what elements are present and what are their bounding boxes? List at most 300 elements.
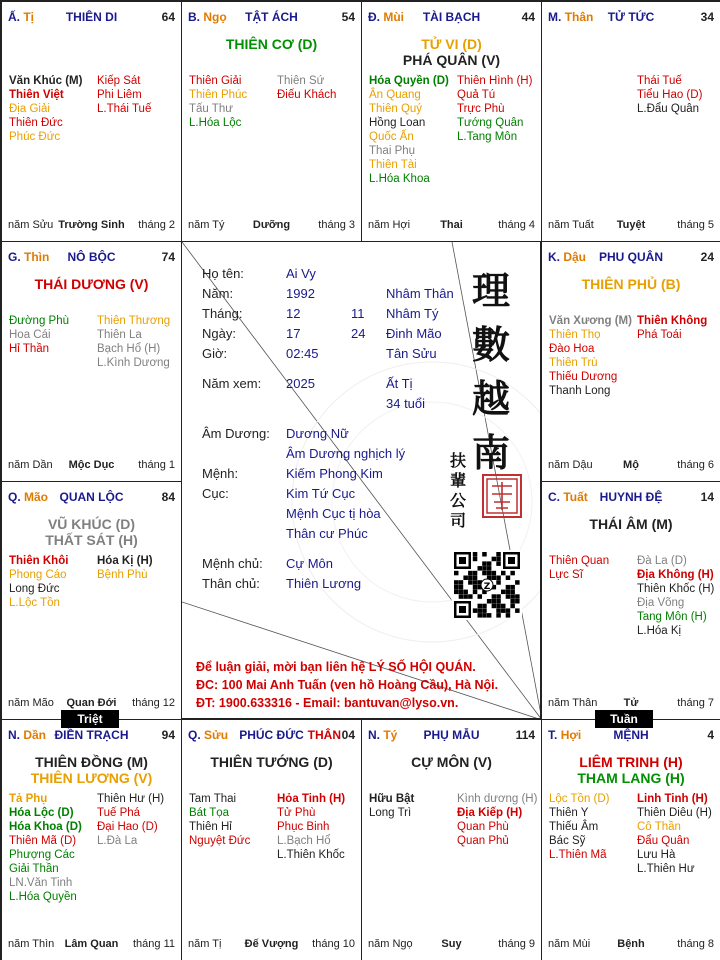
qr-pattern	[452, 550, 522, 620]
minor-star: Thiên Đức	[9, 117, 63, 129]
red-seal	[482, 474, 522, 518]
life-stage: Đế Vượng	[244, 938, 299, 950]
info-value: Mệnh Cục tị hòa	[286, 506, 381, 521]
minor-star: L.Tang Môn	[457, 131, 518, 143]
palace-cell-dau[interactable]	[541, 241, 720, 482]
palace-footer	[8, 219, 175, 233]
palace-month: tháng 5	[677, 219, 714, 231]
minor-star: Tiểu Hao (D)	[637, 89, 703, 101]
minor-stars-left	[549, 314, 632, 398]
can-chi	[8, 728, 46, 742]
palace-header	[368, 10, 535, 26]
main-star: THAM LANG (H)	[577, 770, 685, 786]
info-label: Họ tên:	[202, 266, 244, 281]
palace-cell-dan[interactable]	[1, 719, 182, 960]
minor-stars-left	[9, 792, 82, 904]
minor-star: Thiên Hỉ	[189, 821, 232, 833]
minor-star: Thanh Long	[549, 385, 611, 397]
qr-code[interactable]	[452, 550, 522, 620]
minor-stars-left	[9, 554, 68, 610]
palace-cell-ty[interactable]	[1, 1, 182, 242]
minor-stars-right	[637, 792, 712, 876]
calligraphy-side-char: 扶	[450, 451, 467, 470]
palace-footer	[188, 938, 355, 952]
can-chi	[8, 250, 49, 264]
minor-star: Văn Khúc (M)	[9, 75, 83, 87]
minor-star: Phong Cáo	[9, 569, 67, 581]
can-chi	[8, 490, 48, 504]
minor-stars-right	[637, 74, 702, 116]
minor-star: Linh Tinh (H)	[637, 793, 708, 805]
palace-footer	[548, 697, 714, 711]
palace-name: TỬ TỨC	[607, 10, 655, 24]
heavenly-stem: N.	[368, 728, 380, 742]
palace-header	[188, 728, 355, 744]
info-value: Nhâm Thân	[386, 286, 454, 301]
palace-header	[368, 728, 535, 744]
can-chi	[548, 10, 593, 24]
minor-star: Bệnh Phù	[97, 569, 148, 581]
info-label: Năm:	[202, 286, 234, 301]
palace-year: năm Tị	[188, 938, 222, 950]
minor-star: Đại Hao (D)	[97, 821, 158, 833]
minor-star: Tử Phù	[277, 807, 316, 819]
earthly-branch: Mùi	[383, 10, 405, 24]
calligraphy-char: 理	[472, 268, 511, 313]
minor-stars-right	[97, 314, 170, 370]
palace-header	[8, 490, 175, 506]
heavenly-stem: Q.	[8, 490, 21, 504]
contact-line3: ĐT: 1900.633316 - Email: bantuvan@lyso.vn.	[196, 696, 459, 710]
palace-name: PHỤ MẪU	[423, 728, 480, 742]
minor-star: Hồng Loan	[369, 117, 426, 129]
minor-stars-left	[189, 792, 250, 848]
can-chi	[548, 490, 588, 504]
minor-star: Lộc Tồn (D)	[549, 793, 610, 805]
main-star: PHÁ QUÂN (V)	[402, 52, 501, 68]
earthly-branch: Tị	[23, 10, 35, 24]
palace-name: TÀI BẠCH	[422, 10, 481, 24]
minor-star: Quốc Ấn	[369, 131, 414, 143]
main-star: THẤT SÁT (H)	[45, 532, 138, 548]
earthly-branch: Thìn	[24, 250, 50, 264]
info-value: 34 tuổi	[386, 396, 426, 411]
minor-star: L.Thiên Khốc	[277, 849, 345, 861]
minor-star: Kiếp Sát	[97, 75, 141, 87]
minor-stars-left	[369, 74, 449, 186]
life-stage: Quan Đới	[66, 697, 117, 709]
minor-stars-right	[457, 792, 537, 848]
minor-star: L.Thiên Hư	[637, 863, 695, 875]
minor-star: Đường Phù	[9, 315, 69, 327]
seal-pattern	[484, 476, 520, 516]
minor-star: Thái Tuế	[637, 75, 682, 87]
main-stars	[366, 754, 537, 770]
palace-name: HUYNH ĐỆ	[599, 490, 663, 504]
palace-header	[8, 728, 175, 744]
info-value: Nhâm Tý	[386, 306, 439, 321]
minor-star: Tam Thai	[189, 793, 237, 805]
main-stars	[6, 754, 177, 786]
minor-star: Thiên Tài	[369, 159, 417, 171]
minor-star: Phi Liêm	[97, 89, 142, 101]
main-star: THIÊN LƯƠNG (V)	[30, 770, 153, 786]
info-value: Ất Tị	[386, 376, 413, 391]
minor-star: Hỏa Tinh (H)	[277, 793, 346, 805]
palace-age: 4	[707, 728, 714, 742]
minor-star: Tả Phụ	[9, 793, 48, 805]
palace-name: QUAN LỘC	[59, 490, 124, 504]
heavenly-stem: Q.	[188, 728, 201, 742]
minor-star: LN.Văn Tinh	[9, 877, 73, 889]
info-label: Ngày:	[202, 326, 236, 341]
palace-header	[548, 728, 714, 744]
heavenly-stem: T.	[548, 728, 558, 742]
info-label: Mệnh chủ:	[202, 556, 263, 571]
main-star: THÁI ÂM (M)	[589, 516, 673, 532]
earthly-branch: Tuất	[563, 490, 588, 504]
info-value: Ai Vy	[286, 266, 316, 281]
palace-header	[8, 10, 175, 26]
contact-line1: Để luận giải, mời bạn liên hệ LÝ SỐ HỘI QUÁN.	[196, 660, 476, 674]
life-stage: Mộc Dục	[68, 459, 115, 471]
minor-star: Đào Hoa	[549, 343, 595, 355]
info-label: Mệnh:	[202, 466, 239, 481]
life-stage: Tử	[623, 697, 639, 709]
minor-star: L.Bạch Hổ	[277, 835, 331, 847]
palace-header	[188, 10, 355, 26]
palace-name: ĐIỀN TRẠCH	[54, 728, 129, 742]
info-value: 11	[351, 306, 365, 321]
palace-month: tháng 8	[677, 938, 714, 950]
can-chi	[368, 10, 404, 24]
earthly-branch: Thân	[564, 10, 594, 24]
minor-star: Tấu Thư	[189, 103, 233, 115]
minor-star: Thiên Diêu (H)	[637, 807, 712, 819]
calligraphy-char: 數	[472, 322, 511, 367]
info-value: 2025	[286, 376, 315, 391]
palace-cell-thin[interactable]	[1, 241, 182, 482]
main-stars	[186, 754, 357, 770]
palace-month: tháng 1	[138, 459, 175, 471]
main-stars	[546, 276, 716, 292]
palace-month: tháng 10	[312, 938, 355, 950]
palace-month: tháng 9	[498, 938, 535, 950]
minor-star: Thiên Hư (H)	[97, 793, 165, 805]
info-label: Tháng:	[202, 306, 243, 321]
minor-star: Thiên La	[97, 329, 142, 341]
minor-star: Thiên Khôi	[9, 555, 69, 567]
palace-name: PHU QUÂN	[598, 250, 663, 264]
svg-text:Z: Z	[483, 582, 491, 592]
minor-star: Trực Phù	[457, 103, 505, 115]
earthly-branch: Ngọ	[203, 10, 227, 24]
info-value: 02:45	[286, 346, 319, 361]
minor-star: Phượng Các	[9, 849, 75, 861]
palace-month: tháng 12	[132, 697, 175, 709]
palace-month: tháng 2	[138, 219, 175, 231]
earthly-branch: Mão	[24, 490, 49, 504]
palace-year: năm Thân	[548, 697, 598, 709]
minor-stars-right	[637, 554, 714, 638]
palace-cell-ngo[interactable]	[181, 1, 362, 242]
minor-star: Đà La (D)	[637, 555, 687, 567]
palace-age: 54	[341, 10, 355, 24]
heavenly-stem: C.	[548, 490, 560, 504]
info-value: Thân cư Phúc	[286, 526, 368, 541]
minor-star: Lực Sĩ	[549, 569, 583, 581]
palace-month: tháng 3	[318, 219, 355, 231]
life-stage: Mộ	[623, 459, 639, 471]
palace-name: MỆNH	[613, 728, 649, 742]
minor-star: Thiên Không	[637, 315, 708, 327]
earthly-branch: Sửu	[204, 728, 229, 742]
life-stage: Trường Sinh	[58, 219, 125, 231]
minor-star: Bát Tọa	[189, 807, 230, 819]
minor-star: Thiên Sứ	[277, 75, 325, 87]
palace-header	[8, 250, 175, 266]
minor-star: Nguyệt Đức	[189, 835, 251, 847]
minor-star: Hữu Bật	[369, 793, 415, 805]
palace-header	[548, 250, 714, 266]
minor-star: Thiên Khốc (H)	[637, 583, 715, 595]
palace-year: năm Mùi	[548, 938, 591, 950]
earthly-branch: Dậu	[563, 250, 587, 264]
minor-star: Giải Thần	[9, 863, 59, 875]
palace-year: năm Tý	[188, 219, 225, 231]
center-info-panel	[181, 241, 541, 719]
palace-age: 114	[515, 728, 535, 742]
minor-star: Địa Giải	[9, 103, 50, 115]
main-star: THIÊN CƠ (D)	[225, 36, 318, 52]
can-chi	[548, 728, 581, 742]
minor-star: Địa Võng	[637, 597, 685, 609]
main-stars	[366, 36, 537, 68]
palace-header	[548, 490, 714, 506]
life-stage: Thai	[440, 219, 463, 231]
palace-month: tháng 11	[132, 938, 175, 950]
palace-footer	[548, 938, 714, 952]
palace-footer	[548, 459, 714, 473]
minor-stars-right	[97, 792, 164, 848]
palace-age: 74	[161, 250, 175, 264]
minor-stars-left	[549, 554, 609, 582]
info-label: Thân chủ:	[202, 576, 260, 591]
can-chi	[548, 250, 586, 264]
palace-cell-mao[interactable]	[1, 481, 182, 720]
info-label: Cục:	[202, 486, 229, 501]
can-chi	[8, 10, 34, 24]
main-star: THIÊN PHỦ (B)	[581, 276, 681, 292]
heavenly-stem: Ấ.	[8, 10, 20, 24]
earthly-branch: Dần	[23, 728, 47, 742]
palace-footer	[368, 938, 535, 952]
info-value: 12	[286, 306, 301, 321]
palace-name: NÔ BỘC	[67, 250, 116, 264]
minor-star: Điếu Khách	[277, 89, 337, 101]
info-value: Tân Sửu	[386, 346, 437, 361]
minor-star: Địa Không (H)	[637, 569, 714, 581]
minor-star: Quan Phù	[457, 821, 509, 833]
life-stage: Bệnh	[617, 938, 645, 950]
minor-star: Thiên Hình (H)	[457, 75, 533, 87]
palace-month: tháng 4	[498, 219, 535, 231]
can-chi	[368, 728, 397, 742]
heavenly-stem: M.	[548, 10, 562, 24]
minor-star: L.Hóa Lộc	[189, 117, 242, 129]
minor-star: Phục Binh	[277, 821, 330, 833]
minor-star: Thiên Mã (D)	[9, 835, 77, 847]
minor-star: Thiên Phúc	[189, 89, 248, 101]
main-star: CỰ MÔN (V)	[411, 754, 492, 770]
minor-star: Tướng Quân	[457, 117, 524, 129]
minor-stars-left	[9, 314, 69, 356]
main-star: LIÊM TRINH (H)	[579, 754, 683, 770]
main-star: THIÊN TƯỚNG (D)	[210, 754, 333, 770]
minor-star: Hóa Kị (H)	[97, 555, 153, 567]
main-star: THIÊN ĐỒNG (M)	[35, 754, 148, 770]
palace-cell-ti[interactable]	[361, 719, 542, 960]
minor-star: Long Đức	[9, 583, 60, 595]
palace-age: 44	[521, 10, 535, 24]
minor-stars-right	[277, 792, 345, 862]
palace-footer	[368, 219, 535, 233]
minor-star: Hóa Quyền (D)	[369, 75, 449, 87]
palace-footer	[8, 459, 175, 473]
palace-year: năm Ngọ	[368, 938, 413, 950]
info-value: Cự Môn	[286, 556, 333, 571]
minor-star: Thiên Giải	[189, 75, 242, 87]
main-stars	[546, 516, 716, 532]
life-stage: Dưỡng	[252, 219, 291, 231]
info-value: Kim Tứ Cục	[286, 486, 356, 501]
palace-cell-tuat[interactable]	[541, 481, 720, 720]
minor-star: Long Trì	[369, 807, 412, 819]
main-star: VŨ KHÚC (D)	[47, 516, 136, 532]
palace-header	[548, 10, 714, 26]
palace-age: 94	[161, 728, 175, 742]
minor-star: Bác Sỹ	[549, 835, 586, 847]
info-value: Dương Nữ	[286, 426, 349, 441]
calligraphy-side-char: 輩	[450, 471, 467, 490]
palace-year: năm Thìn	[8, 938, 55, 950]
minor-star: Thiên Thương	[97, 315, 171, 327]
calligraphy-char: 越	[472, 376, 511, 421]
calligraphy-side-char: 司	[450, 511, 467, 530]
palace-footer	[8, 697, 175, 711]
heavenly-stem: B.	[188, 10, 200, 24]
palace-age: 24	[700, 250, 714, 264]
minor-star: Địa Kiếp (H)	[457, 807, 523, 819]
main-star: THÁI DƯƠNG (V)	[34, 276, 149, 292]
palace-year: năm Dậu	[548, 459, 593, 471]
earthly-branch: Hợi	[560, 728, 582, 742]
minor-star: Lưu Hà	[637, 849, 676, 861]
palace-cell-hoi[interactable]	[541, 719, 720, 960]
info-value: Thiên Lương	[286, 576, 362, 591]
minor-star: Hoa Cái	[9, 329, 51, 341]
info-label: Giờ:	[202, 346, 228, 361]
minor-star: Kình dương (H)	[457, 793, 538, 805]
palace-cell-than[interactable]	[541, 1, 720, 242]
info-label: Âm Dương:	[202, 426, 270, 441]
info-value: 17	[286, 326, 301, 341]
info-label: Năm xem:	[202, 376, 262, 391]
minor-star: Phúc Đức	[9, 131, 61, 143]
palace-year: năm Hợi	[368, 219, 411, 231]
minor-star: L.Đẩu Quân	[637, 103, 700, 115]
minor-star: Tuế Phá	[97, 807, 141, 819]
calligraphy-side-char: 公	[450, 491, 467, 510]
minor-star: Thiên Việt	[9, 89, 64, 101]
minor-star: L.Hóa Khoa	[369, 173, 430, 185]
minor-star: L.Lộc Tồn	[9, 597, 60, 609]
info-value: 24	[351, 326, 366, 341]
minor-star: L.Thiên Mã	[549, 849, 607, 861]
minor-star: Hóa Khoa (D)	[9, 821, 82, 833]
minor-star: L.Thái Tuế	[97, 103, 152, 115]
minor-star: Thiên Quan	[549, 555, 610, 567]
minor-star: Thiếu Dương	[549, 371, 618, 383]
minor-stars-left	[369, 792, 414, 820]
palace-name: THIÊN DI	[65, 10, 118, 24]
minor-star: Bạch Hổ (H)	[97, 343, 161, 355]
heavenly-stem: G.	[8, 250, 21, 264]
main-stars	[546, 754, 716, 786]
minor-star: L.Đà La	[97, 835, 138, 847]
palace-month: tháng 6	[677, 459, 714, 471]
minor-stars-right	[277, 74, 336, 102]
palace-name: TẬT ÁCH	[245, 10, 298, 24]
palace-year: năm Mão	[8, 697, 54, 709]
minor-star: L.Kình Dương	[97, 357, 170, 369]
info-value: Kiếm Phong Kim	[286, 466, 383, 481]
minor-star: L.Hóa Kị	[637, 625, 682, 637]
minor-star: Tang Môn (H)	[637, 611, 707, 623]
info-value: 1992	[286, 286, 315, 301]
info-value: Âm Dương nghịch lý	[286, 446, 406, 461]
minor-star: Thiên Trù	[549, 357, 598, 369]
life-stage: Tuyệt	[616, 219, 646, 231]
palace-cell-suu[interactable]	[181, 719, 362, 960]
minor-star: Quả Tú	[457, 89, 496, 101]
palace-cell-mui[interactable]	[361, 1, 542, 242]
minor-star: Ân Quang	[369, 89, 421, 101]
minor-star: Thiên Y	[549, 807, 589, 819]
minor-stars-right	[97, 74, 151, 116]
palace-age: 04	[341, 728, 355, 742]
contact-line2: ĐC: 100 Mai Anh Tuấn (ven hồ Hoàng Cầu), Hà Nội.	[196, 678, 499, 692]
minor-stars-right	[457, 74, 532, 144]
tuan-marker: Tuần	[595, 710, 653, 728]
palace-footer	[188, 219, 355, 233]
info-value: Đinh Mão	[386, 326, 442, 341]
minor-star: Hỉ Thần	[9, 343, 50, 355]
minor-star: L.Hóa Quyền	[9, 891, 77, 903]
minor-stars-left	[189, 74, 247, 130]
than-marker: THÂN	[307, 728, 341, 742]
life-stage: Suy	[441, 938, 462, 950]
life-stage: Lâm Quan	[64, 938, 119, 950]
palace-year: năm Sửu	[8, 219, 54, 231]
palace-month: tháng 7	[677, 697, 714, 709]
main-stars	[6, 516, 177, 548]
main-stars	[6, 276, 177, 292]
earthly-branch: Tý	[383, 728, 398, 742]
minor-star: Thai Phụ	[369, 145, 416, 157]
palace-age: 84	[161, 490, 175, 504]
palace-year: năm Dần	[8, 459, 53, 471]
